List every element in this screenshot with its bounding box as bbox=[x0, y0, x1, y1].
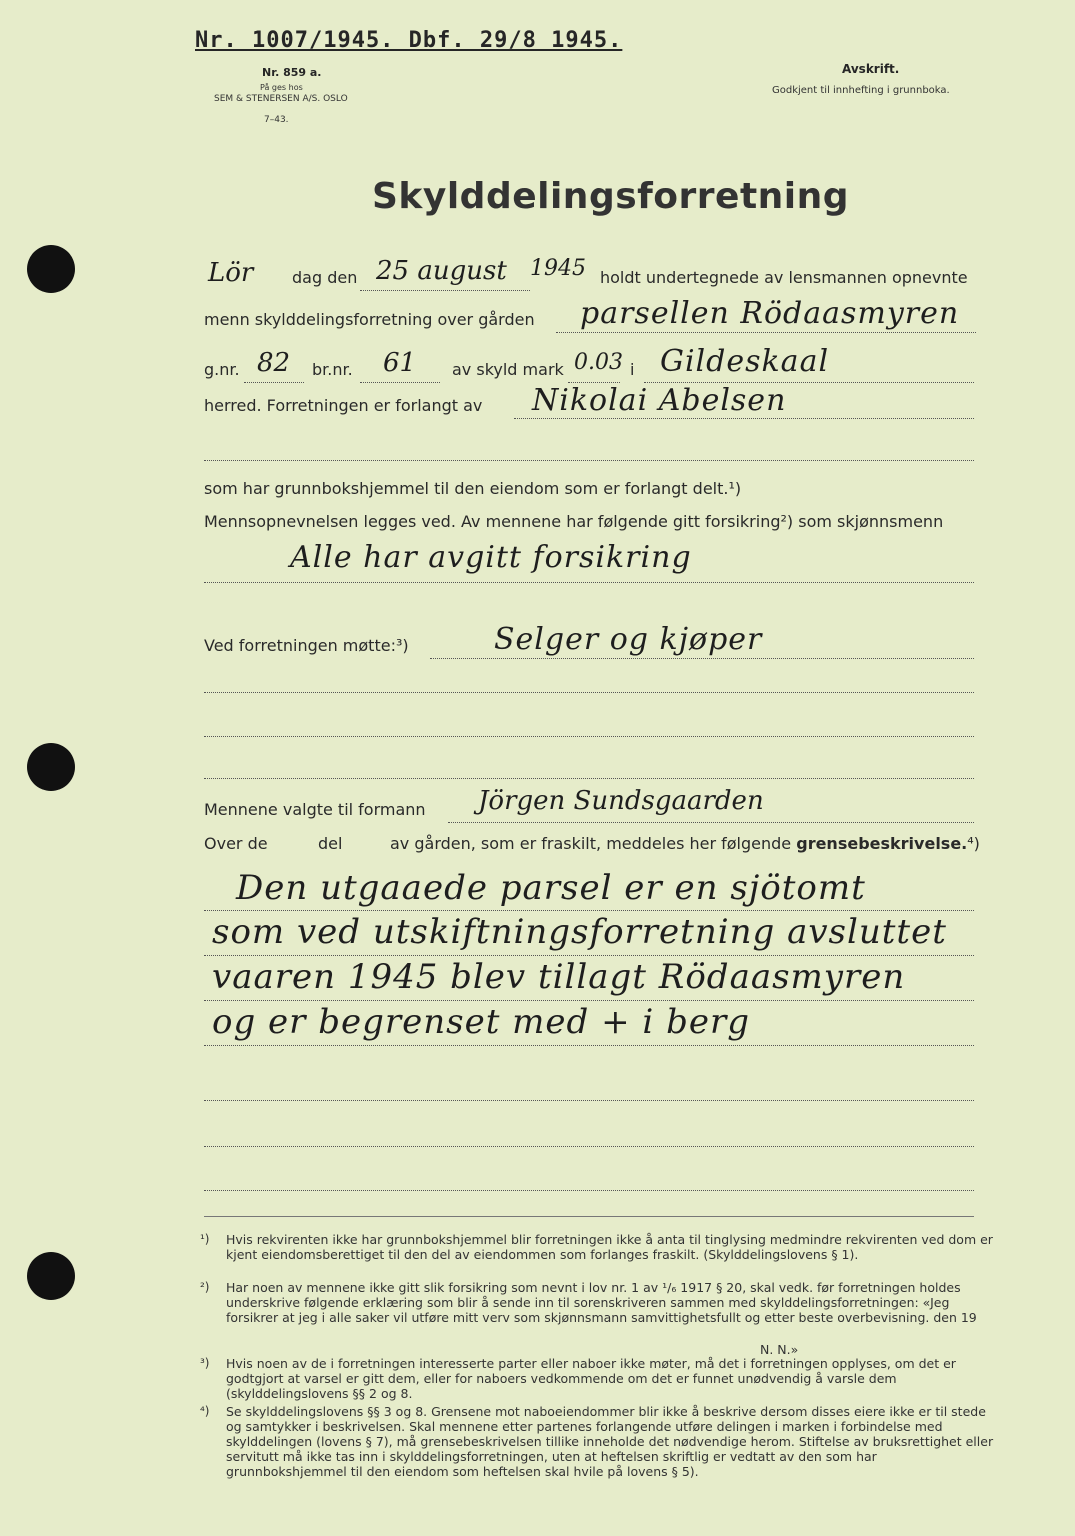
footnote-2-text: Har noen av mennene ikke gitt slik forsikring som nevnt i lov nr. 1 av ¹/₆ 1917 § 20, skal vedk. før forretningen holdes underskrive følgende erklæring som blir å sende inn til sorenskriveren sammen med skylddelingsforretningen: «Jeg forsikrer at jeg i alle saker vil utføre mitt verv som skjønnsmann samvittighetsfullt og etter beste overbevisning. den 19 bbox=[226, 1280, 977, 1325]
reference-number: Nr. 1007/1945. Dbf. 29/8 1945. bbox=[195, 28, 623, 53]
line-desc-2 bbox=[204, 955, 974, 956]
printer-line-1: På ges hos bbox=[260, 83, 303, 92]
line-date bbox=[360, 290, 530, 291]
footnote-4-number: ⁴) bbox=[200, 1404, 210, 1418]
description-line-2: som ved utskiftningsforretning avsluttet bbox=[212, 912, 947, 952]
footnote-1-number: ¹) bbox=[200, 1232, 210, 1246]
punch-hole-top bbox=[27, 245, 75, 293]
form-number: Nr. 859 a. bbox=[262, 66, 322, 79]
handwritten-requester: Nikolai Abelsen bbox=[532, 383, 787, 418]
punch-hole-bottom bbox=[27, 1252, 75, 1300]
line-motte bbox=[430, 658, 974, 659]
label-mennsopnevnelsen: Mennsopnevnelsen legges ved. Av mennene har følgende gitt forsikring²) som skjønnsmenn bbox=[204, 512, 944, 531]
line-blank-3 bbox=[204, 736, 974, 737]
line-desc-3 bbox=[204, 1000, 974, 1001]
label-forlangt-av: herred. Forretningen er forlangt av bbox=[204, 396, 483, 415]
fraskilt-text: av gården, som er fraskilt, meddeles her følgende bbox=[390, 834, 792, 853]
label-del: del bbox=[318, 834, 343, 853]
handwritten-place: Gildeskaal bbox=[660, 344, 830, 379]
label-holdt: holdt undertegnede av lensmannen opnevnte bbox=[600, 268, 968, 287]
label-formann: Mennene valgte til formann bbox=[204, 800, 426, 819]
handwritten-motte: Selger og kjøper bbox=[494, 622, 763, 657]
label-skyld: av skyld mark bbox=[452, 360, 564, 379]
line-requester bbox=[514, 418, 974, 419]
label-fraskilt bbox=[390, 834, 980, 853]
handwritten-formann: Jörgen Sundsgaarden bbox=[478, 786, 764, 816]
label-over-de: Over de bbox=[204, 834, 268, 853]
description-line-4: og er begrenset med + i berg bbox=[212, 1002, 750, 1042]
printer-line-3: 7–43. bbox=[264, 115, 289, 125]
line-blank-1 bbox=[204, 460, 974, 461]
handwritten-year: 1945 bbox=[530, 256, 586, 281]
avskrift-label: Avskrift. bbox=[842, 62, 900, 76]
footnote-rule bbox=[204, 1216, 974, 1217]
handwritten-property: parsellen Rödaasmyren bbox=[580, 296, 960, 331]
footnote-3-number: ³) bbox=[200, 1356, 210, 1370]
handwritten-date: 25 august bbox=[376, 256, 507, 286]
line-blank-4 bbox=[204, 778, 974, 779]
label-i: i bbox=[630, 360, 635, 379]
handwritten-brnr: 61 bbox=[383, 348, 417, 378]
footnote-ref-4: ⁴) bbox=[967, 834, 980, 853]
line-brnr bbox=[360, 382, 440, 383]
line-blank-6 bbox=[204, 1146, 974, 1147]
handwritten-gnr: 82 bbox=[257, 348, 291, 378]
handwritten-skyld: 0.03 bbox=[574, 350, 623, 375]
footnote-1-text: Hvis rekvirenten ikke har grunnbokshjemmel blir forretningen ikke å anta til tinglysing medmindre rekvirenten ved dom er kjent eiendomsberettiget til den del av eiendommen som forlanges fraskilt. (Skylddelingslovens § 1). bbox=[226, 1232, 993, 1262]
line-blank-5 bbox=[204, 1100, 974, 1101]
line-blank-7 bbox=[204, 1190, 974, 1191]
line-desc-4 bbox=[204, 1045, 974, 1046]
footnote-2-number: ²) bbox=[200, 1280, 210, 1294]
description-line-3: vaaren 1945 blev tillagt Rödaasmyren bbox=[212, 957, 906, 997]
line-forsikring bbox=[204, 582, 974, 583]
label-grunnbokshjemmel: som har grunnbokshjemmel til den eiendom som er forlangt delt.¹) bbox=[204, 479, 742, 498]
line-blank-2 bbox=[204, 692, 974, 693]
label-gnr: g.nr. bbox=[204, 360, 240, 379]
printer-line-2: SEM & STENERSEN A/S. OSLO bbox=[214, 94, 348, 104]
label-brnr: br.nr. bbox=[312, 360, 353, 379]
godkjent-label: Godkjent til innhefting i grunnboka. bbox=[772, 85, 950, 96]
line-property bbox=[556, 332, 976, 333]
footnote-2-signature: N. N.» bbox=[760, 1342, 799, 1357]
label-motte: Ved forretningen møtte:³) bbox=[204, 636, 409, 655]
label-dag-den: dag den bbox=[292, 268, 358, 287]
line-gnr bbox=[244, 382, 304, 383]
handwritten-forsikring: Alle har avgitt forsikring bbox=[290, 540, 692, 575]
footnote-4-text: Se skylddelingslovens §§ 3 og 8. Grensene mot naboeiendommer blir ikke å beskrive dersom disses eiere ikke er til stede og samtykker i beskrivelsen. Skal mennene etter partenes forlangende utføre delingen i marken i forbindelse med skylddelingen (lovens § 7), må grensebeskrivelsen tillike inneholde det nødvendige herom. Stiftelse av bruksrettighet eller servitutt må ikke tas inn i skylddelingsforretningen, uten at heftelsen skriftlig er vedtatt av den som har grunnbokshjemmel til den eiendom som heftelsen skal hvile på lovens § 5). bbox=[226, 1404, 994, 1479]
line-formann bbox=[448, 822, 974, 823]
grensebeskrivelse-bold: grensebeskrivelse. bbox=[796, 834, 968, 853]
footnote-3-text: Hvis noen av de i forretningen interesserte parter eller naboer ikke møter, må det i forretningen opplyses, om det er godtgjort at varsel er gitt dem, eller for naboers vedkommende om det er funnet unødvendig å varsle dem (skylddelingslovens §§ 2 og 8. bbox=[226, 1356, 956, 1401]
description-line-1: Den utgaaede parsel er en sjötomt bbox=[236, 868, 866, 908]
punch-hole-middle bbox=[27, 743, 75, 791]
document-title: Skylddelingsforretning bbox=[372, 176, 850, 217]
line-desc-1 bbox=[204, 910, 974, 911]
label-skylddeling-over: menn skylddelingsforretning over gården bbox=[204, 310, 535, 329]
handwritten-day: Lör bbox=[208, 258, 254, 288]
